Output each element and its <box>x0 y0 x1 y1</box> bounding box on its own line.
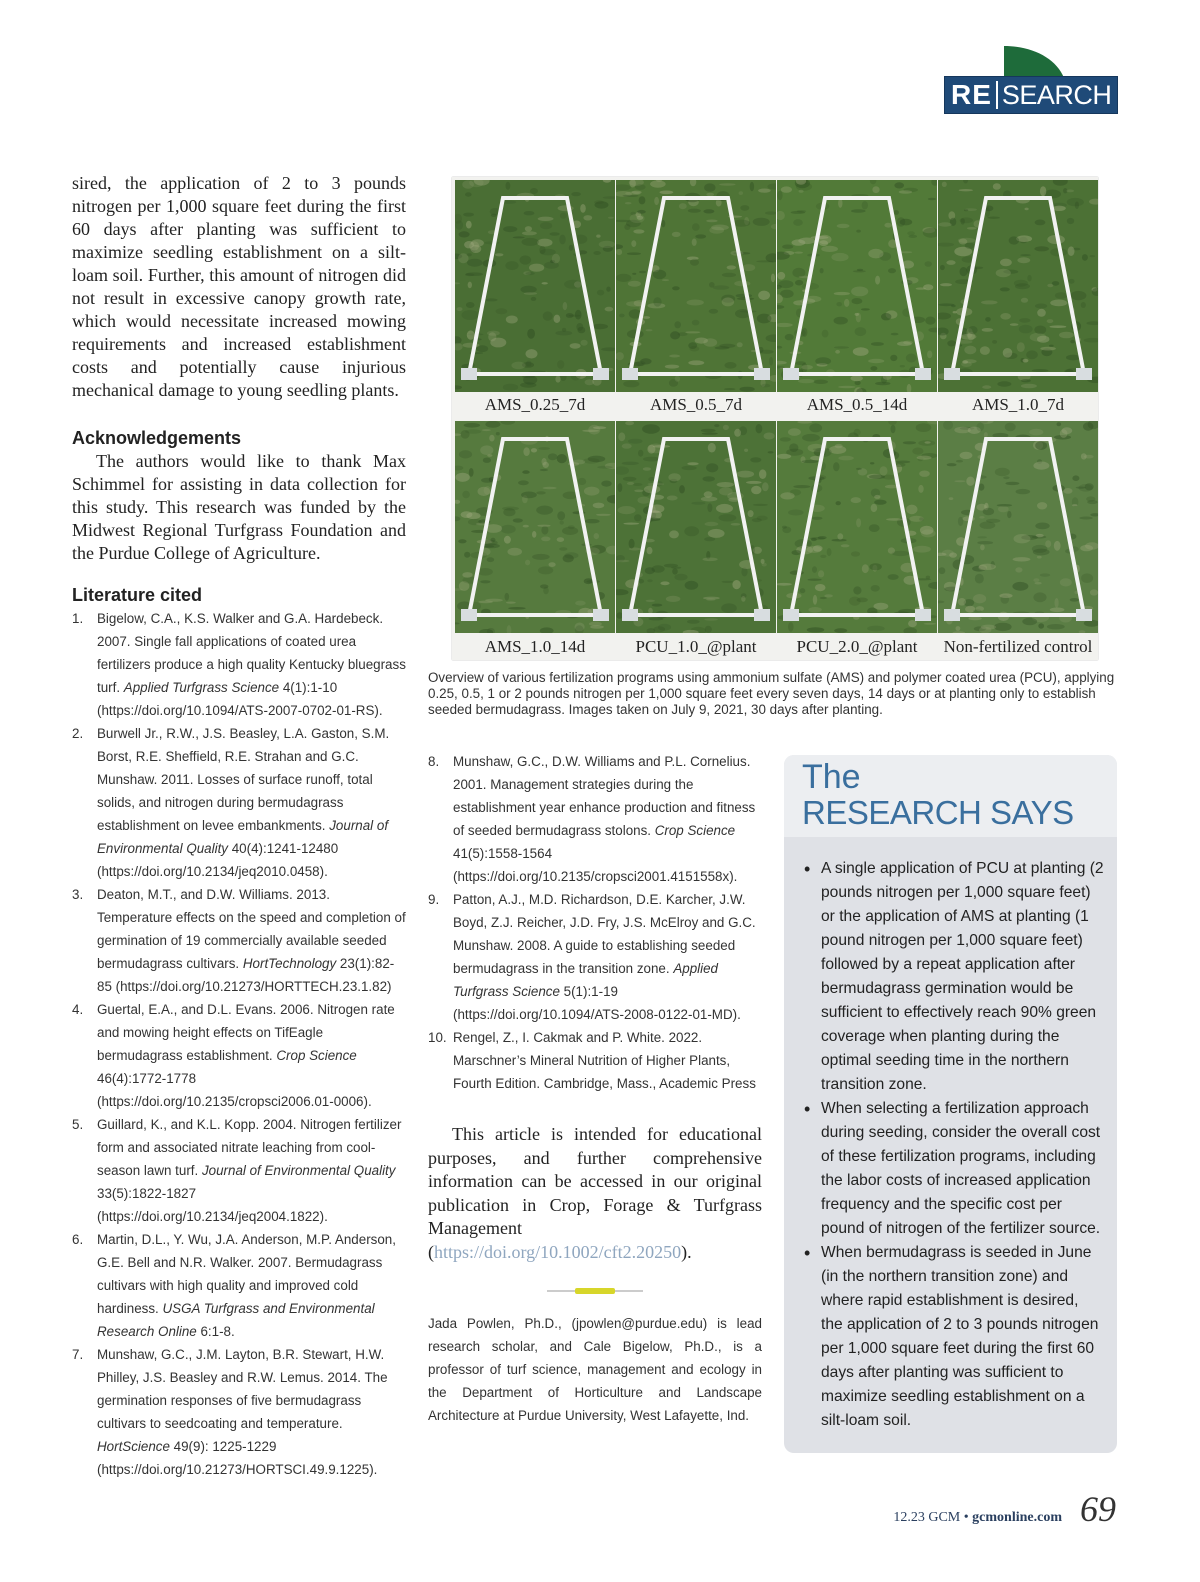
page-number: 69 <box>1080 1489 1116 1529</box>
plot-label: AMS_0.5_7d <box>649 395 743 414</box>
reference-item: 7. Munshaw, G.C., J.M. Layton, B.R. Stewart, H.W. Philley, J.S. Beasley and R.W. Lemus. 2014. The germination responses of five bermudagrass cultivars to seedcoating and temperature. HortScience 49(9): 1225-1229 (https://doi.org/10.21273/HORTSCI.49.9.1225). <box>72 1347 388 1477</box>
footer-text: 12.23 GCM • gcmonline.com <box>893 1510 1062 1525</box>
reference-list-continued <box>428 750 762 1095</box>
sidebar-bullet: • A single application of PCU at planting (2 pounds nitrogen per 1,000 square feet) or the application of AMS at planting (1 pound nitrogen per 1,000 square feet) followed by a repeat application after bermudagrass germination would be sufficient to effectively reach 90% green coverage when planting during the optimal seeding time in the northern transition zone. <box>804 857 1104 1097</box>
reference-item: 9. Patton, A.J., M.D. Richardson, D.E. Karcher, J.W. Boyd, Z.J. Reicher, J.D. Fry, J.S. McElroy and G.C. Munshaw. 2008. A guide to establishing seeded bermudagrass in the transition zone. Applied Turfgrass Science 5(1):1-19 (https://doi.org/10.1094/ATS-2008-0122-01-MD). <box>428 892 756 1022</box>
reference-item: 8. Munshaw, G.C., D.W. Williams and P.L. Cornelius. 2001. Management strategies during the establishment year enhance production and fitness of seeded bermudagrass stolons. Crop Science 41(5):1558-1564 (https://doi.org/10.2135/cropsci2001.4151558x). <box>428 754 756 884</box>
footer-site: gcmonline.com <box>972 1510 1062 1525</box>
section-divider <box>547 1290 643 1292</box>
turf-plot-image <box>616 421 776 633</box>
sidebar-bullets <box>804 857 1104 1433</box>
reference-item: 10. Rengel, Z., I. Cakmak and P. White. 2022. Marschner’s Mineral Nutrition of Higher Plants, Fourth Edition. Cambridge, Mass., Academic Press <box>428 1030 756 1091</box>
plot-label: AMS_1.0_7d <box>971 395 1065 414</box>
sidebar-bullet: • When selecting a fertilization approach during seeding, consider the overall cost of these fertilization programs, including the labor costs of increased application frequency and the specific cost per pound of nitrogen of the fertilizer source. <box>804 1097 1104 1241</box>
middle-column <box>428 750 762 1440</box>
sidebar-bullet: • When bermudagrass is seeded in June (in the northern transition zone) and where rapid establishment is desired, the application of 2 to 3 pounds nitrogen per 1,000 square feet during the first 60 days after planting was sufficient to maximize seedling establishment on a silt-loam soil. <box>804 1241 1104 1433</box>
leaf-icon <box>1002 44 1066 78</box>
turf-plot-image <box>777 421 937 633</box>
turf-plot-image <box>455 180 615 392</box>
plot-label: AMS_1.0_14d <box>484 637 586 656</box>
acknowledgements-heading: Acknowledgements <box>72 428 242 448</box>
badge-divider <box>996 81 998 109</box>
badge-search: SEARCH <box>1001 79 1112 110</box>
divider-accent <box>575 1288 615 1294</box>
research-badge <box>944 44 1118 112</box>
reference-item: 6. Martin, D.L., Y. Wu, J.A. Anderson, M.P. Anderson, G.E. Bell and N.R. Walker. 2007. Bermudagrass cultivars with high quality and improved cold hardiness. USGA Turfgrass and Environmental Research Online 6:1-8. <box>72 1232 396 1339</box>
turf-plot-image <box>616 180 776 392</box>
literature-heading: Literature cited <box>72 585 203 605</box>
reference-list <box>72 607 406 1481</box>
doi-link[interactable]: https://doi.org/10.1002/cft2.20250 <box>434 1241 682 1262</box>
figure-caption: Overview of various fertilization programs using ammonium sulfate (AMS) and polymer coated urea (PCU), applying 0.25, 0.5, 1 or 2 pounds nitrogen per 1,000 square feet every seven days, 14 days or at planting only to establish seeded bermudagrass. Images taken on July 9, 2021, 30 days after planting. <box>428 670 1115 717</box>
reference-item: 3. Deaton, M.T., and D.W. Williams. 2013. Temperature effects on the speed and completion of germination of 19 commercially available seeded bermudagrass cultivars. HortTechnology 23(1):82-85 (https://doi.org/10.21273/HORTTECH.23.1.82) <box>72 887 406 994</box>
plot-label: PCU_1.0_@plant <box>635 637 757 656</box>
reference-item: 2. Burwell Jr., R.W., J.S. Beasley, L.A. Gaston, S.M. Borst, R.E. Sheffield, R.E. Strahan and G.C. Munshaw. 2011. Losses of surface runoff, total solids, and nitrogen during bermudagrass establishment on levee embankments. Journal of Environmental Quality 40(4):1241-12480 (https://doi.org/10.2134/jeq2010.0458). <box>72 726 390 879</box>
plot-label: AMS_0.5_14d <box>806 395 908 414</box>
research-says-sidebar <box>784 755 1117 1453</box>
left-column <box>72 172 406 1481</box>
turf-plot-image <box>938 180 1098 392</box>
footer-issue: 12.23 GCM <box>893 1510 961 1525</box>
turf-plots-photo <box>452 177 1098 660</box>
sidebar-title-box <box>784 755 1117 837</box>
plot-label: AMS_0.25_7d <box>484 395 586 414</box>
closing-paragraph: This article is intended for educational purposes, and further comprehensive information can be accessed in our original publication in Crop, Forage & Turfgrass Management (https://doi.org/10.1002/cft2.20250). <box>428 1124 762 1262</box>
sidebar-title-main: RESEARCH SAYS <box>802 794 1074 831</box>
acknowledgements-text: The authors would like to thank Max Schimmel for assisting in data collection for this study. This research was funded by the Midwest Regional Turfgrass Foundation and the Purdue College of Agriculture. <box>72 451 406 563</box>
reference-item: 5. Guillard, K., and K.L. Kopp. 2004. Nitrogen fertilizer form and associated nitrate leaching from cool-season lawn turf. Journal of Environmental Quality 33(5):1822-1827 (https://doi.org/10.2134/jeq2004.1822). <box>72 1117 402 1224</box>
section-badge <box>944 76 1118 114</box>
plot-label: Non-fertilized control <box>943 637 1093 656</box>
reference-item: 1. Bigelow, C.A., K.S. Walker and G.A. Hardebeck. 2007. Single fall applications of coated urea fertilizers produce a high quality Kentucky bluegrass turf. Applied Turfgrass Science 4(1):1-10 (https://doi.org/10.1094/ATS-2007-0702-01-RS). <box>72 611 406 718</box>
turf-plot-image <box>455 421 615 633</box>
page-footer <box>893 1488 1116 1530</box>
intro-paragraph: sired, the application of 2 to 3 pounds nitrogen per 1,000 square feet during the first 60 days after planting was sufficient to maximize seedling establishment on a silt-loam soil. Further, this amount of nitrogen did not result in excessive canopy growth rate, which would necessitate increased mowing requirements and increased establishment costs and potentially cause injurious mechanical damage to young seedling plants. <box>72 173 406 400</box>
sidebar-title-the: The <box>802 758 861 796</box>
badge-re: RE <box>951 79 992 110</box>
author-bio: Jada Powlen, Ph.D., (jpowlen@purdue.edu) is lead research scholar, and Cale Bigelow, Ph.D., is a professor of turf science, management and ecology in the Department of Horticulture and Landscape Architecture at Purdue University, West Lafayette, Ind. <box>428 1316 762 1423</box>
plot-label: PCU_2.0_@plant <box>796 637 918 656</box>
reference-item: 4. Guertal, E.A., and D.L. Evans. 2006. Nitrogen rate and mowing height effects on TifEagle bermudagrass establishment. Crop Science 46(4):1772-1778 (https://doi.org/10.2135/cropsci2006.01-0006). <box>72 1002 395 1109</box>
turf-plot-image <box>777 180 937 392</box>
turf-plot-image <box>938 421 1098 633</box>
